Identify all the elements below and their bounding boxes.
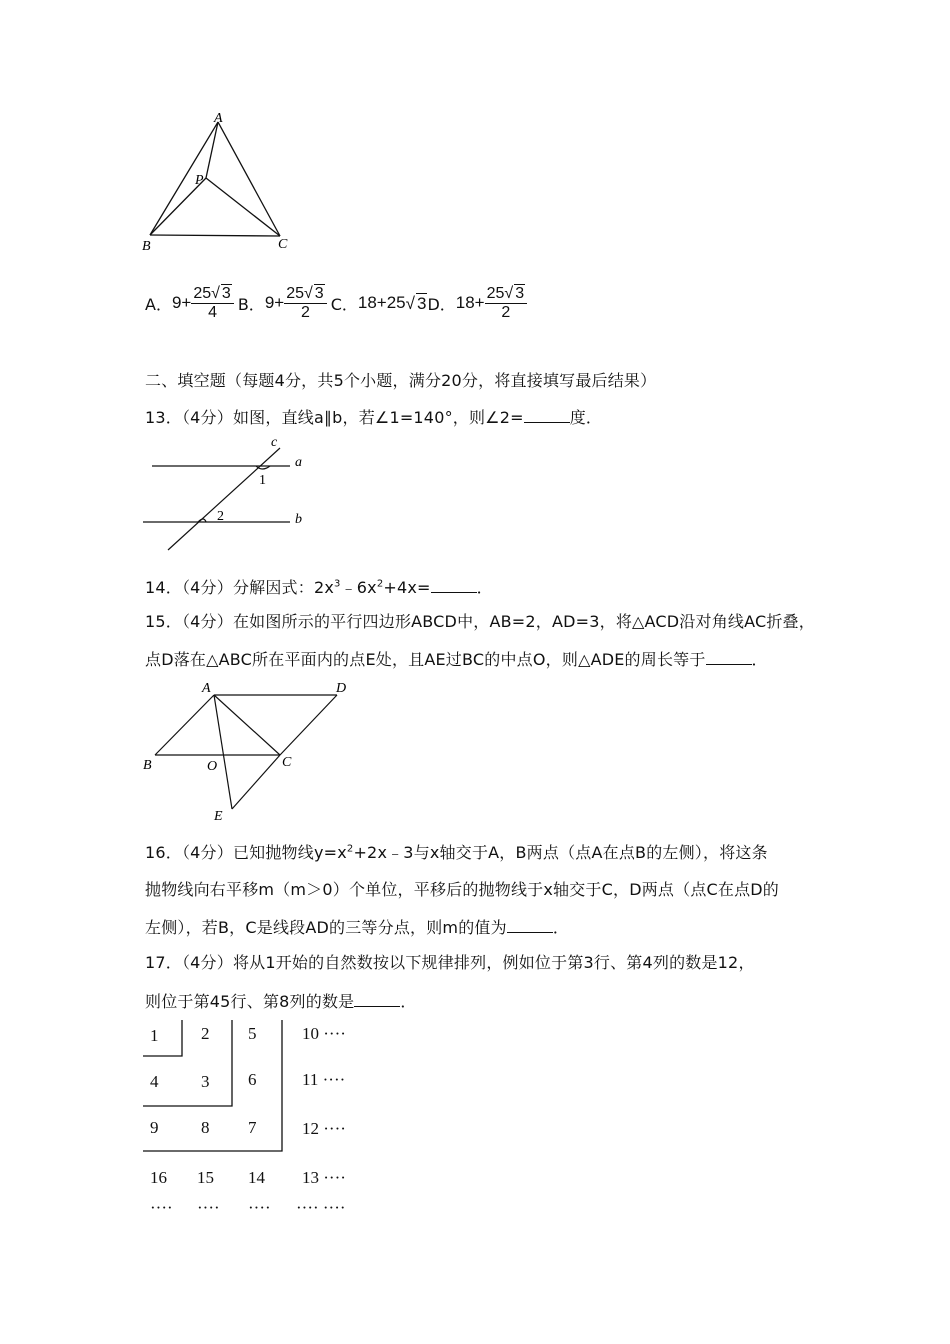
label-e: E [214, 809, 223, 824]
option-d-int: 18+ [455, 293, 485, 312]
q17-line2: 则位于第45行、第8列的数是 ． [145, 992, 417, 1011]
grid-cell: 6 [248, 1070, 257, 1089]
label-line-b: b [295, 512, 302, 527]
option-c-radical: √ 3 [405, 293, 427, 313]
q15-line1: 15．（4分）在如图所示的平行四边形ABCD中，AB=2，AD=3，将△ACD沿对角线AC折叠， [145, 612, 815, 631]
grid-cell: 3 [201, 1072, 210, 1091]
grid-cell: ···· ···· [296, 1198, 346, 1217]
label-line-a: a [295, 455, 302, 470]
option-c-letter: C． [330, 294, 358, 314]
option-c-int: 18+25 [357, 293, 406, 312]
label-d: D [336, 681, 347, 696]
option-b-fraction: $\frac{25√ 3}{2}$ [284, 284, 326, 322]
q15-line2: 点D落在△ABC所在平面内的点E处，且AE过BC的中点O，则△ADE的周长等于 ． [145, 650, 768, 669]
q16-line1: 16．（4分）已知抛物线$y=x^2+2x﹣3$与x轴交于A，B两点（点A在点B的左侧），将这条 [145, 843, 768, 862]
option-a-int: 9+ [171, 293, 192, 312]
q13-text: 13．（4分）如图，直线a∥b，若∠1=140°，则∠2= 度． [145, 408, 603, 427]
grid-cell: 9 [150, 1118, 159, 1137]
grid-cell: 4 [150, 1072, 159, 1091]
grid-cell: 1 [150, 1026, 159, 1045]
label-b: B [143, 758, 152, 773]
grid-cell: 7 [248, 1118, 257, 1137]
triangle-figure [140, 110, 300, 260]
grid-cell: ···· [248, 1198, 271, 1217]
grid-cell: 13 ···· [302, 1168, 346, 1187]
option-a-fraction: $\frac{25√ 3}{4}$ [191, 284, 233, 322]
grid-cell: ···· [197, 1198, 220, 1217]
option-b-int: 9+ [264, 293, 285, 312]
label-angle-2: 2 [217, 509, 224, 524]
section-title: 二、填空题（每题4分，共5个小题，满分20分，将直接填写最后结果） [145, 371, 657, 390]
grid-cell: 2 [201, 1024, 210, 1043]
label-a: A [214, 111, 223, 126]
grid-cell: 8 [201, 1118, 210, 1137]
q17-line1: 17．（4分）将从1开始的自然数按以下规律排列，例如位于第3行、第4列的数是12， [145, 953, 755, 972]
label-p: P [195, 173, 204, 188]
grid-cell: 15 [197, 1168, 214, 1187]
parallelogram-figure [140, 676, 360, 826]
label-b: B [142, 239, 151, 254]
option-d-fraction: $\frac{25√ 3}{2}$ [485, 284, 527, 322]
label-c: C [278, 237, 288, 252]
number-grid [140, 1018, 380, 1228]
q14-blank [431, 576, 477, 593]
grid-cell: 14 [248, 1168, 265, 1187]
q16-line2: 抛物线向右平移m（m＞0）个单位，平移后的抛物线于x轴交于C，D两点（点C在点D的 [145, 880, 780, 899]
q16-blank [507, 916, 553, 933]
parallel-lines-figure [140, 432, 320, 557]
q17-blank [354, 990, 400, 1007]
grid-cell: 5 [248, 1024, 257, 1043]
label-line-c: c [271, 435, 278, 450]
option-b-letter: B． [237, 294, 265, 314]
grid-cell: 10 ···· [302, 1024, 346, 1043]
q12-options [145, 278, 527, 328]
grid-cell: ···· [150, 1198, 173, 1217]
label-o: O [207, 759, 218, 774]
label-a: A [202, 681, 211, 696]
grid-cell: 12 ···· [302, 1119, 346, 1138]
grid-cell: 11 ···· [302, 1070, 346, 1089]
q15-blank [706, 648, 752, 665]
grid-cell: 16 [150, 1168, 167, 1187]
q13-blank [524, 406, 570, 423]
q14-text: 14．（4分）分解因式：$2x^3﹣6x^2+4x=$ ． [145, 578, 493, 597]
option-d-letter: D． [427, 294, 456, 314]
q16-line3: 左侧），若B，C是线段AD的三等分点，则m的值为 ． [145, 918, 570, 937]
label-c: C [282, 755, 292, 770]
label-angle-1: 1 [259, 473, 266, 488]
option-a-letter: A． [145, 294, 172, 314]
